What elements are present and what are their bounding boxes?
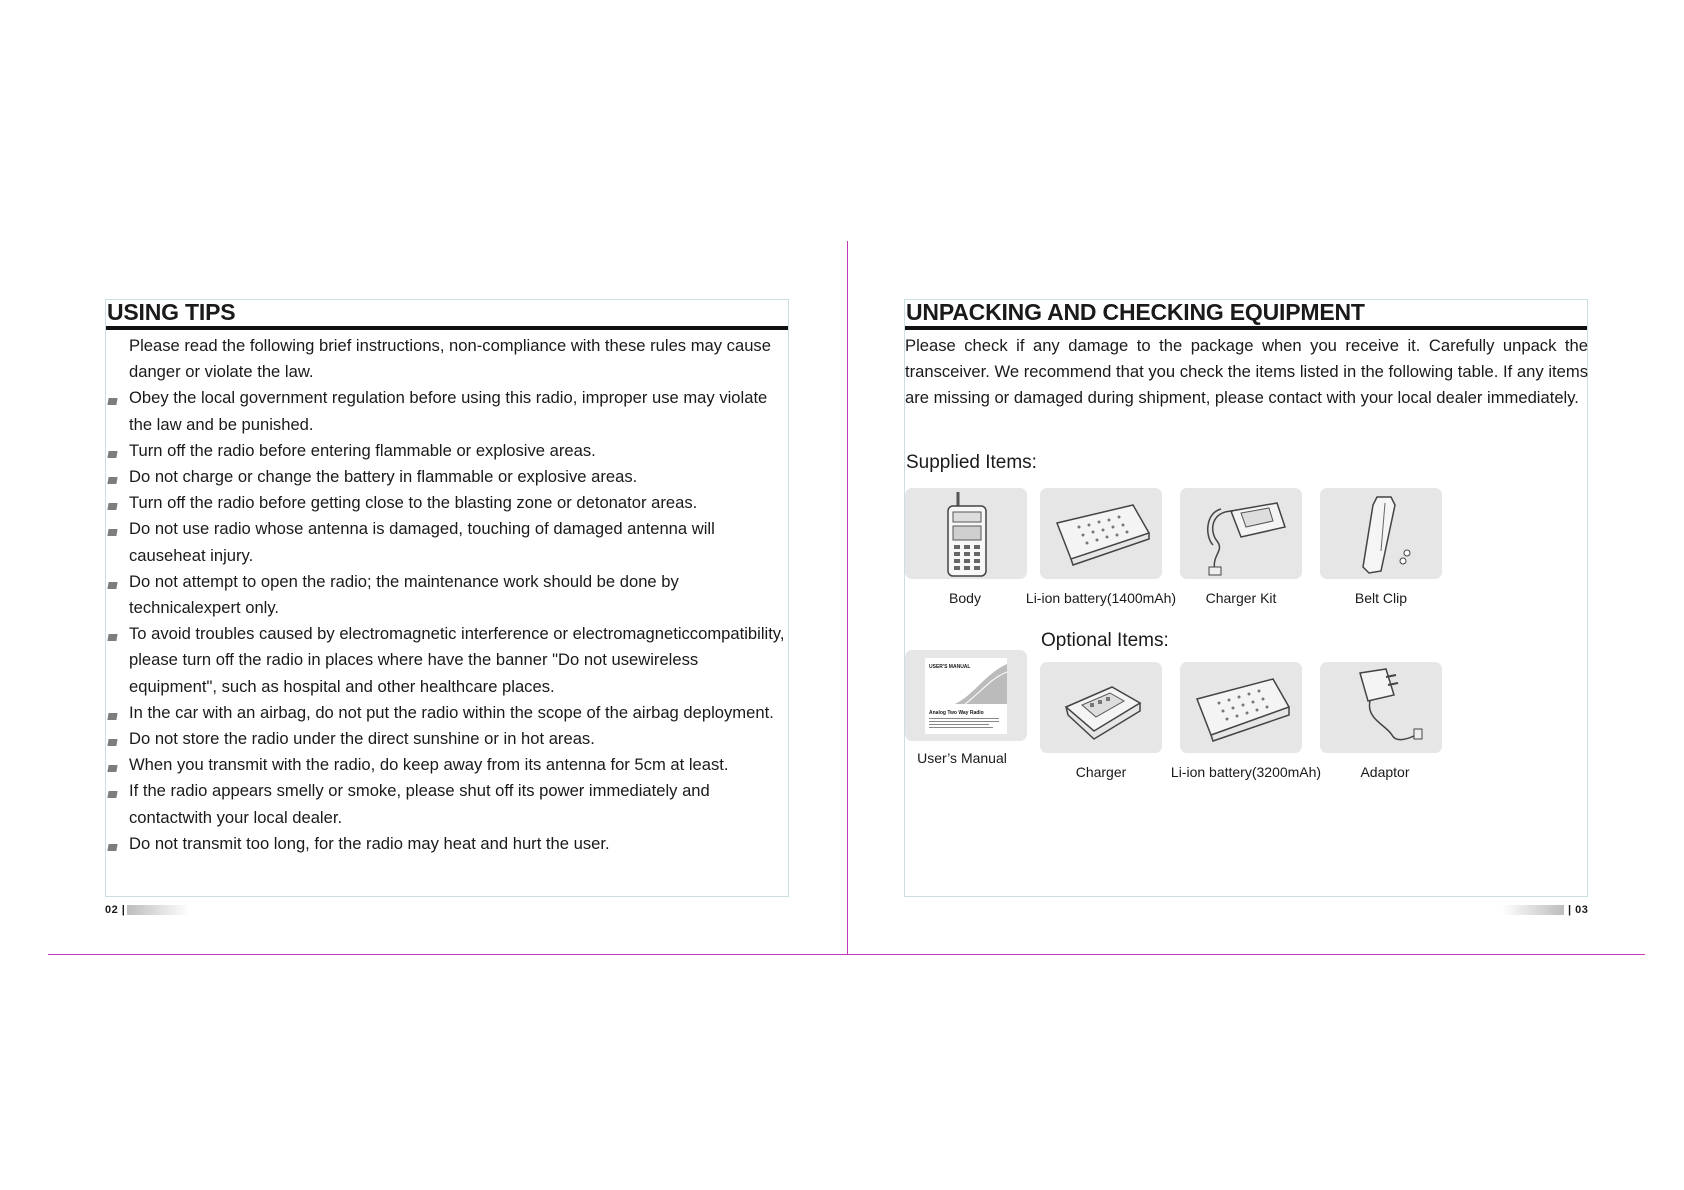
- page-fold-guide: [847, 241, 848, 954]
- optional-label-battery: Li-ion battery(3200mAh): [1170, 764, 1322, 780]
- page-number-bar-right: [1502, 905, 1564, 915]
- bullet-icon: [107, 503, 117, 510]
- supplied-label-battery: Li-ion battery(1400mAh): [1025, 590, 1177, 606]
- list-item: Turn off the radio before getting close to the blasting zone or detonator areas.: [106, 490, 790, 516]
- supplied-label-body: Body: [949, 590, 981, 606]
- bullet-icon: [107, 529, 117, 536]
- optional-label-adaptor: Adaptor: [1360, 764, 1410, 780]
- list-item: Turn off the radio before entering flammable or explosive areas.: [106, 438, 790, 464]
- optional-label-charger: Charger: [1075, 764, 1127, 780]
- list-item: Do not use radio whose antenna is damaged, touching of damaged antenna will causeheat injury.: [106, 516, 790, 568]
- supplied-label-charger-kit: Charger Kit: [1205, 590, 1277, 606]
- list-item: In the car with an airbag, do not put the radio within the scope of the airbag deployment.: [106, 700, 790, 726]
- unpacking-intro: Please check if any damage to the package when you receive it. Carefully unpack the transceiver. We recommend that you check the items listed in the following table. If any items are missing or damaged during shipment, please contact with your local dealer immediately.: [905, 336, 1588, 408]
- page-number-right: | 03: [1568, 904, 1589, 916]
- manual-wave-graphic: [955, 664, 1007, 704]
- charger-kit-icon: [1191, 491, 1291, 577]
- page-number-bar-left: [127, 905, 189, 915]
- charger-image: [1040, 662, 1162, 753]
- battery-icon: [1049, 499, 1153, 569]
- list-item: Do not charge or change the battery in flammable or explosive areas.: [106, 464, 790, 490]
- battery-3200-image: [1180, 662, 1302, 753]
- using-tips-title: USING TIPS: [106, 300, 788, 330]
- belt-clip-icon: [1341, 491, 1421, 577]
- bullet-icon: [107, 582, 117, 589]
- page-bottom-guide: [48, 954, 1645, 955]
- supplied-items-title: Supplied Items:: [906, 452, 1037, 473]
- charger-kit-image: [1180, 488, 1302, 579]
- tips-intro: Please read the following brief instructions, non-compliance with these rules may cause danger or violate the law.: [129, 336, 771, 382]
- using-tips-panel: [105, 299, 789, 897]
- bullet-icon: [107, 398, 117, 405]
- list-item: Obey the local government regulation before using this radio, improper use may violate the law and be punished.: [106, 385, 790, 437]
- list-item: Do not transmit too long, for the radio may heat and hurt the user.: [106, 831, 790, 857]
- users-manual-image: [905, 650, 1027, 741]
- list-item: If the radio appears smelly or smoke, please shut off its power immediately and contactwith your local dealer.: [106, 778, 790, 830]
- list-item: To avoid troubles caused by electromagnetic interference or electromagneticcompatibility, please turn off the radio in places where have the banner "Do not usewireless equipment", such as hospital and other healthcare places.: [106, 621, 790, 700]
- page-number-left: 02 |: [105, 904, 126, 916]
- battery-large-icon: [1189, 673, 1293, 743]
- optional-label-manual: User’s Manual: [917, 750, 1007, 766]
- bullet-icon: [107, 739, 117, 746]
- charger-icon: [1056, 673, 1146, 743]
- bullet-icon: [107, 713, 117, 720]
- bullet-icon: [107, 844, 117, 851]
- manual-cover: USER'S MANUAL Analog Two Way Radio: [925, 658, 1007, 734]
- bullet-icon: [107, 791, 117, 798]
- bullet-icon: [107, 634, 117, 641]
- supplied-label-belt-clip: Belt Clip: [1354, 590, 1408, 606]
- list-item: When you transmit with the radio, do keep away from its antenna for 5cm at least.: [106, 752, 790, 778]
- tips-list: [106, 333, 790, 857]
- unpacking-title: UNPACKING AND CHECKING EQUIPMENT: [905, 300, 1587, 330]
- battery-1400-image: [1040, 488, 1162, 579]
- optional-items-title: Optional Items:: [1041, 630, 1169, 651]
- bullet-icon: [107, 765, 117, 772]
- list-item: Do not attempt to open the radio; the maintenance work should be done by technicalexpert only.: [106, 569, 790, 621]
- belt-clip-image: [1320, 488, 1442, 579]
- bullet-icon: [107, 451, 117, 458]
- list-item: Do not store the radio under the direct sunshine or in hot areas.: [106, 726, 790, 752]
- bullet-icon: [107, 477, 117, 484]
- radio-body-image: [905, 488, 1027, 579]
- adaptor-image: [1320, 662, 1442, 753]
- unpacking-panel: [904, 299, 1588, 897]
- radio-icon: [936, 490, 996, 578]
- adaptor-icon: [1336, 665, 1426, 751]
